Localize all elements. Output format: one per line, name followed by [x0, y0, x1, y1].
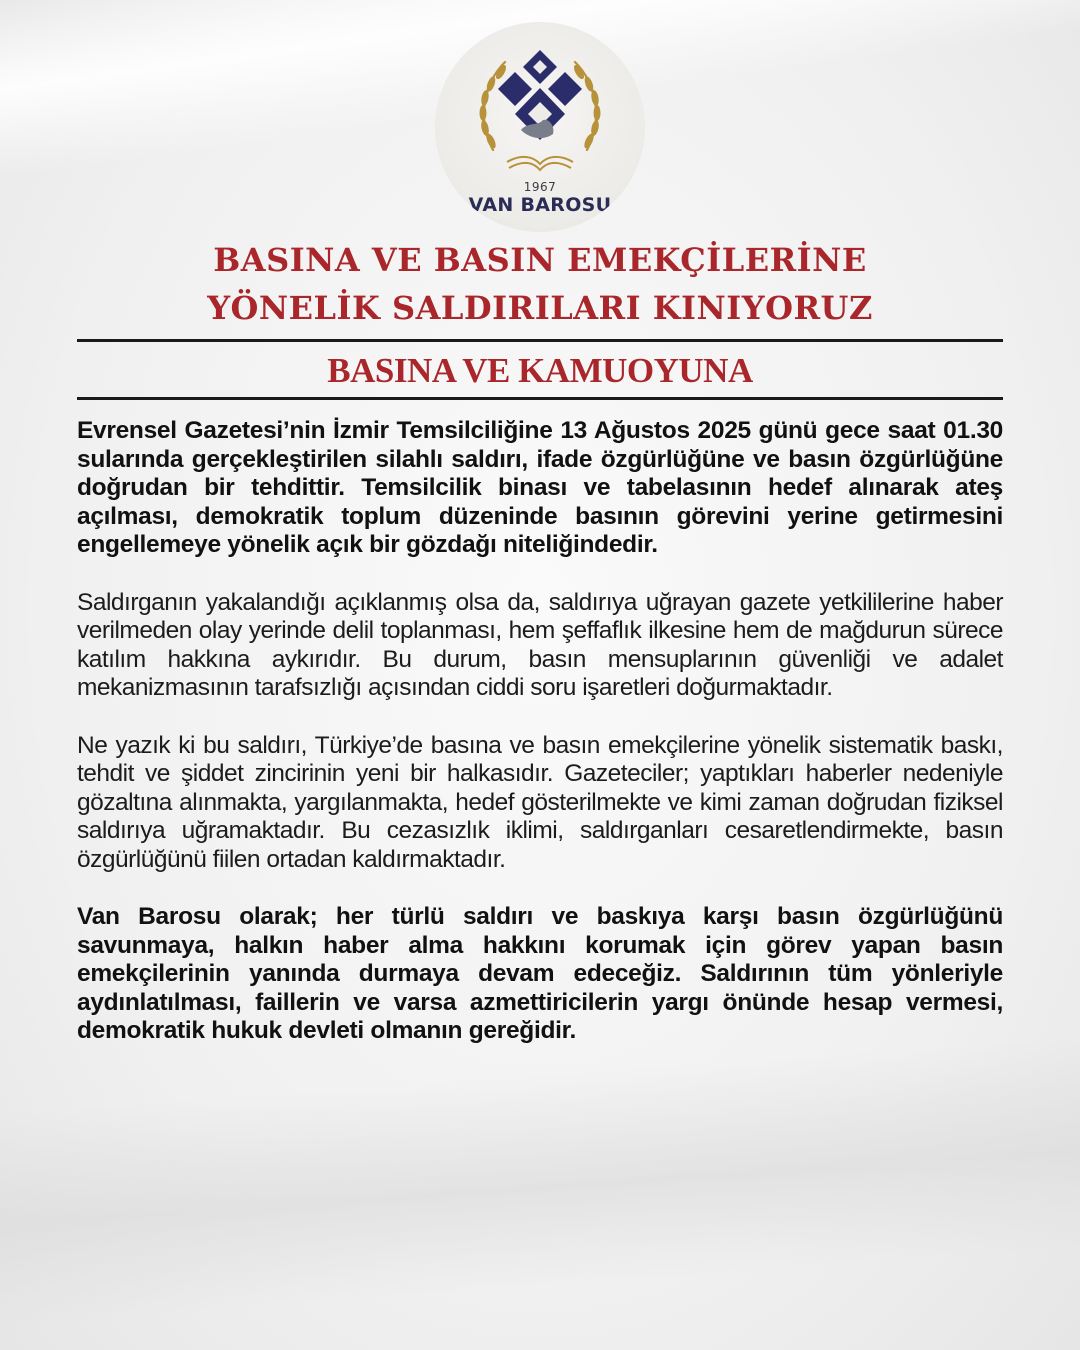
paragraph-2: Saldırganın yakalandığı açıklanmış olsa da, saldırıya uğrayan gazete yetkililerine haber verilmeden olay yerinde delil toplanması, hem şeffaflık ilkesine hem de mağdurun sürece katılım hakkına aykırıdır. Bu durum, basın mensuplarının güvenliği ve adalet mekanizmasının tarafsızlığı açısından ciddi soru işaretleri doğurmaktadır.: [77, 588, 1003, 702]
title-line-2: YÖNELİK SALDIRILARI KINIYORUZ: [207, 289, 873, 327]
statement-body: [77, 417, 1003, 1046]
paragraph-4: Van Barosu olarak; her türlü saldırı ve baskıya karşı basın özgürlüğünü savunmaya, halkın haber alma hakkını korumak için görev yapan basın emekçilerinin yanında durmaya devam edeceğiz. Saldırının tüm yönleriyle aydınlatılması, faillerin ve varsa azmettiricilerin yargı önünde hesap vermesi, demokratik hukuk devleti olmanın gereğidir.: [77, 903, 1003, 1045]
page-title: [60, 236, 1020, 332]
paragraph-3: Ne yazık ki bu saldırı, Türkiye’de basına ve basın emekçilerine yönelik sistematik baskı, tehdit ve şiddet zincirinin yeni bir halkasıdır. Gazeteciler; yaptıkları haberler nedeniyle gözaltına alınmakta, yargılanmakta, hedef gösterilmekte ve kimi zaman doğrudan fiziksel saldırıya uğramaktadır. Bu cezasızlık iklimi, saldırganları cesaretlendirmekte, basın özgürlüğünü fiilen ortadan kaldırmaktadır.: [77, 731, 1003, 873]
logo-year: 1967: [523, 180, 557, 194]
paragraph-1: Evrensel Gazetesi’nin İzmir Temsilciliğine 13 Ağustos 2025 günü gece saat 01.30 sularında gerçekleştirilen silahlı saldırı, ifade özgürlüğüne ve basın özgürlüğüne doğrudan bir tehdittir. Temsilcilik binası ve tabelasının hedef alınarak ateş açılması, demokratik toplum düzeninde basının görevini yerine getirmesini engellemeye yönelik açık bir gözdağı niteliğindedir.: [77, 417, 1003, 559]
van-barosu-logo: [435, 22, 645, 232]
title-line-1: BASINA VE BASIN EMEKÇİLERİNE: [213, 241, 867, 279]
subtitle: BASINA VE KAMUOYUNA: [327, 351, 753, 390]
logo-name: VAN BAROSU: [468, 194, 612, 216]
divider-bottom: [77, 397, 1003, 400]
divider-top: [77, 339, 1003, 342]
